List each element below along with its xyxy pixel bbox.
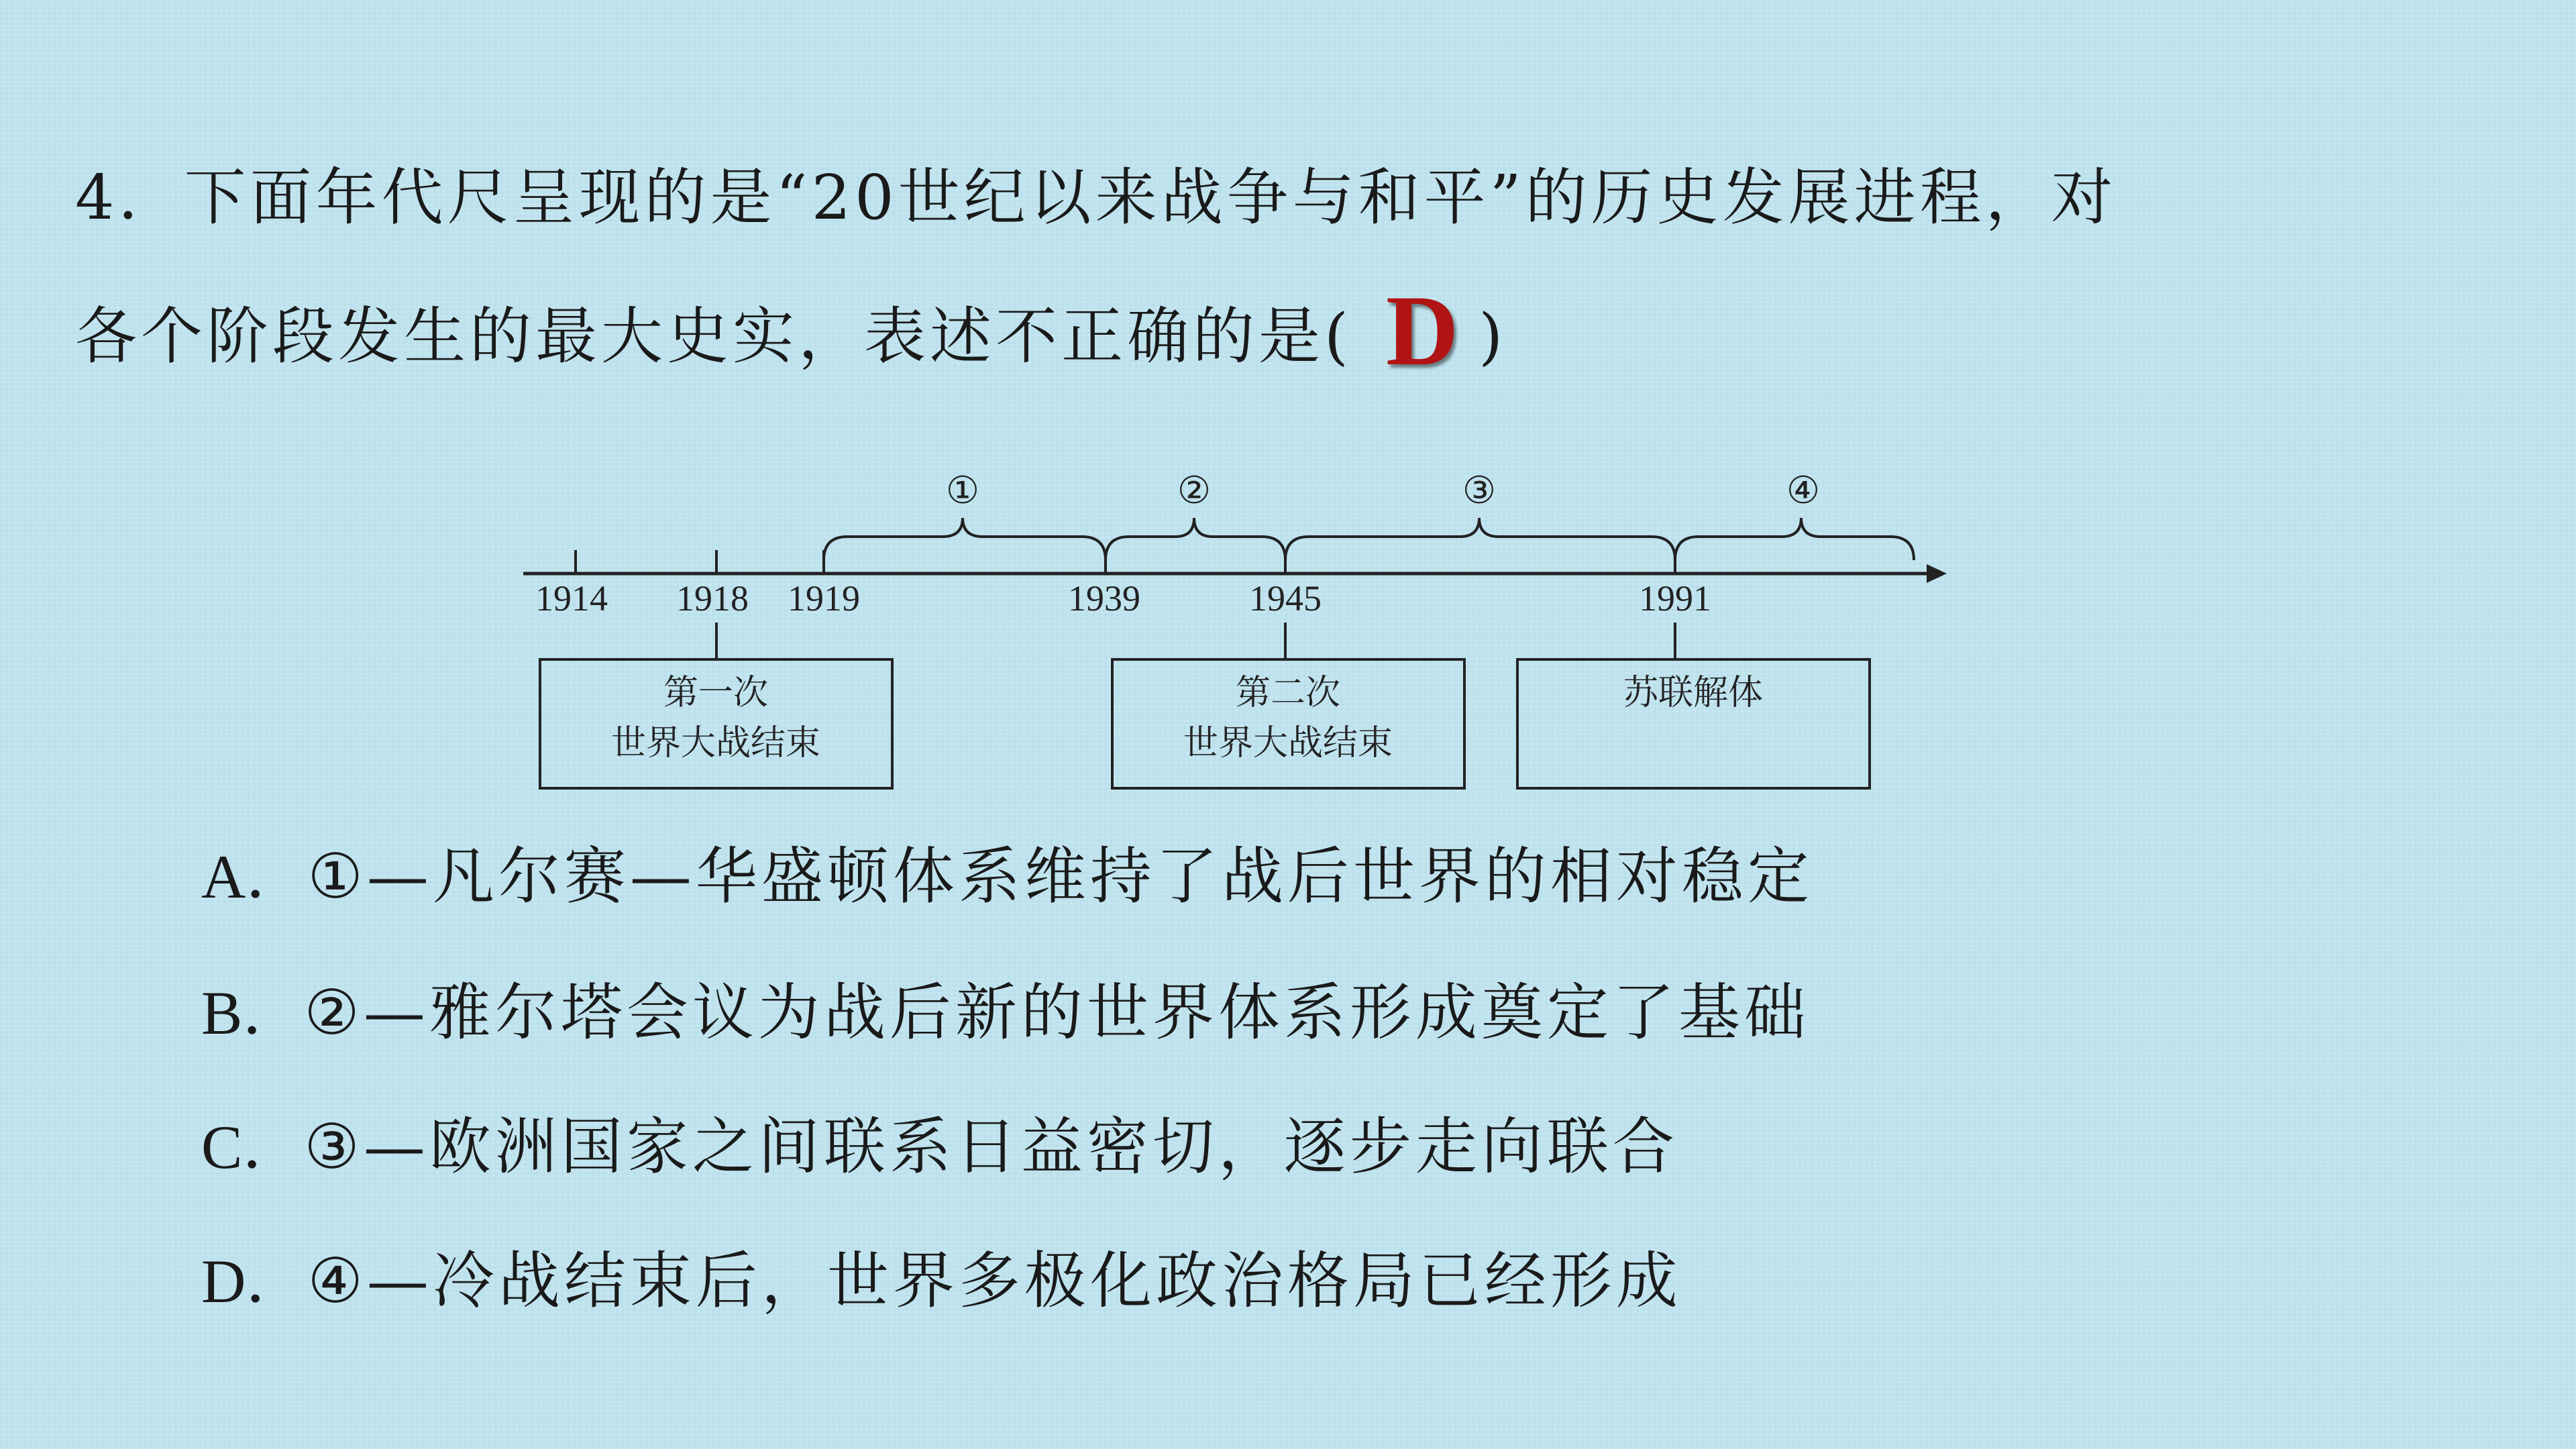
year-label-1991: 1991 <box>1639 578 1711 619</box>
year-label-1939: 1939 <box>1068 578 1140 619</box>
option-b-letter: B． <box>201 979 305 1047</box>
option-d-text: ④—冷战结束后，世界多极化政治格局已经形成 <box>307 1245 1682 1317</box>
period-brace-4 <box>1675 518 1914 560</box>
period-brace-3 <box>1285 518 1675 560</box>
event-box-ww2-line2: 世界大战结束 <box>1183 723 1393 763</box>
event-box-ww1-line1: 第一次 <box>663 673 769 713</box>
event-box-ussr-line1: 苏联解体 <box>1623 673 1764 713</box>
period-brace-1 <box>824 518 1106 560</box>
question-text-line-1: 4．下面年代尺呈现的是“20世纪以来战争与和平”的历史发展进程，对 <box>75 162 2117 233</box>
option-c-text: ③—欧洲国家之间联系日益密切，逐步走向联合 <box>304 1111 1678 1183</box>
event-box-ww2-line1: 第二次 <box>1235 673 1341 713</box>
period-mark-3: ③ <box>1462 469 1497 513</box>
option-c-letter: C． <box>201 1113 305 1181</box>
question-close-paren: ) <box>1479 301 1507 372</box>
year-label-1919: 1919 <box>788 578 860 619</box>
timeline-arrowhead <box>1927 564 1947 583</box>
year-label-1945: 1945 <box>1249 578 1322 619</box>
period-brace-2 <box>1106 518 1285 560</box>
option-a <box>201 840 1813 914</box>
period-mark-1: ① <box>945 469 980 513</box>
option-b-text: ②—雅尔塔会议为战后新的世界体系形成奠定了基础 <box>304 977 1810 1049</box>
option-a-text: ①—凡尔赛—华盛顿体系维持了战后世界的相对稳定 <box>307 841 1813 912</box>
option-d-letter: D． <box>201 1247 308 1316</box>
option-d <box>201 1244 1682 1318</box>
option-b <box>201 976 1810 1050</box>
year-label-1914: 1914 <box>535 578 608 619</box>
question-text-line-2: 各个阶段发生的最大史实，表述不正确的是( <box>75 301 1352 372</box>
answer-mark: D <box>1385 275 1463 386</box>
year-label-1918: 1918 <box>676 578 749 619</box>
period-mark-2: ② <box>1177 469 1212 513</box>
option-a-letter: A． <box>201 843 308 911</box>
event-box-ww1-line2: 世界大战结束 <box>610 723 821 763</box>
period-mark-4: ④ <box>1786 469 1821 513</box>
option-c <box>201 1110 1678 1184</box>
